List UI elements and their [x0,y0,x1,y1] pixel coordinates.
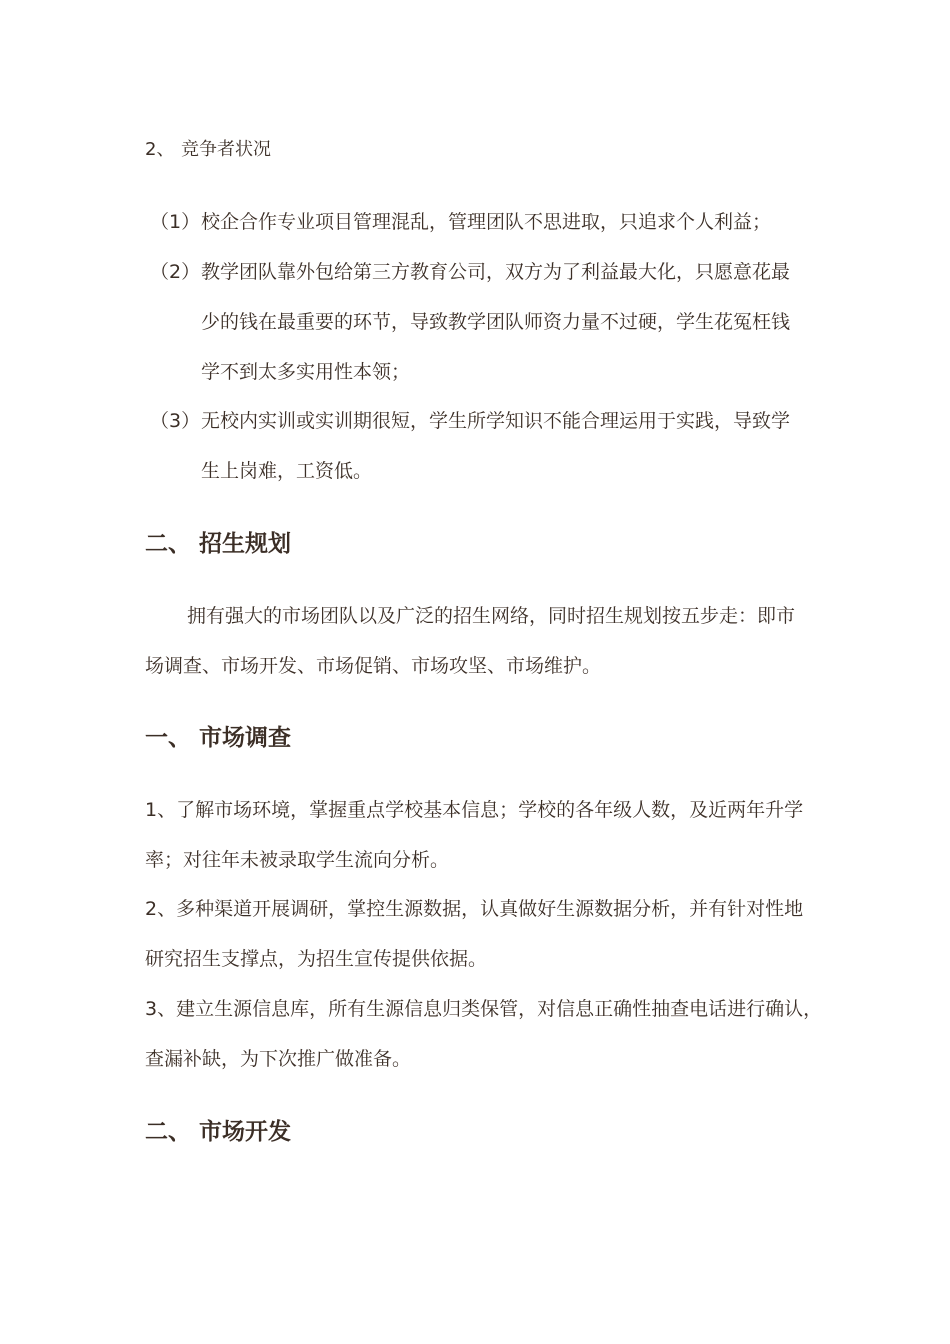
section-heading-market-research [145,722,291,754]
text-line: 教学团队靠外包给第三方教育公司，双方为了利益最大化，只愿意花最 [201,261,791,283]
competitors-heading-title: 竞争者状况 [181,139,271,160]
text-line: 生上岗难，工资低。 [201,460,373,482]
text-line: 学不到太多实用性本领； [201,361,411,383]
section-heading-market-development [145,1116,291,1148]
section-title: 市场开发 [199,1119,291,1145]
text-line: 校企合作专业项目管理混乱，管理团队不思进取，只追求个人利益； [201,211,772,233]
text-line: 少的钱在最重要的环节，导致教学团队师资力量不过硬，学生花冤枉钱 [201,311,791,333]
list-marker: （3） [150,410,201,432]
section-heading-recruit-plan [145,528,291,560]
text-line: 研究招生支撑点，为招生宣传提供依据。 [145,948,488,970]
section-number: 一、 [145,725,191,751]
research-paragraph-1 [145,785,825,885]
list-item-text [201,396,811,496]
text-line: 2、多种渠道开展调研，掌控生源数据，认真做好生源数据分析，并有针对性地 [145,898,804,920]
competitors-heading-number: 2、 [145,139,175,160]
section-number: 二、 [145,1119,191,1145]
text-line: 无校内实训或实训期很短，学生所学知识不能合理运用于实践，导致学 [201,410,791,432]
list-marker: （1） [150,211,201,233]
list-marker: （2） [150,261,201,283]
text-line: 1、了解市场环境，掌握重点学校基本信息；学校的各年级人数，及近两年升学 [145,799,804,821]
text-line: 3、建立生源信息库，所有生源信息归类保管，对信息正确性抽查电话进行确认， [145,998,823,1020]
research-paragraph-2 [145,884,825,984]
text-line: 拥有强大的市场团队以及广泛的招生网络，同时招生规划按五步走：即市 [187,605,796,627]
list-item-text [201,247,811,397]
text-line: 查漏补缺，为下次推广做准备。 [145,1048,412,1070]
competitors-heading [145,138,271,162]
text-line: 场调查、市场开发、市场促销、市场攻坚、市场维护。 [145,655,602,677]
research-paragraph-3 [145,984,825,1084]
section-title: 招生规划 [199,531,291,557]
list-item-text [201,197,811,247]
recruit-plan-paragraph [145,591,825,691]
section-title: 市场调查 [199,725,291,751]
text-line: 率；对往年未被录取学生流向分析。 [145,849,450,871]
section-number: 二、 [145,531,191,557]
